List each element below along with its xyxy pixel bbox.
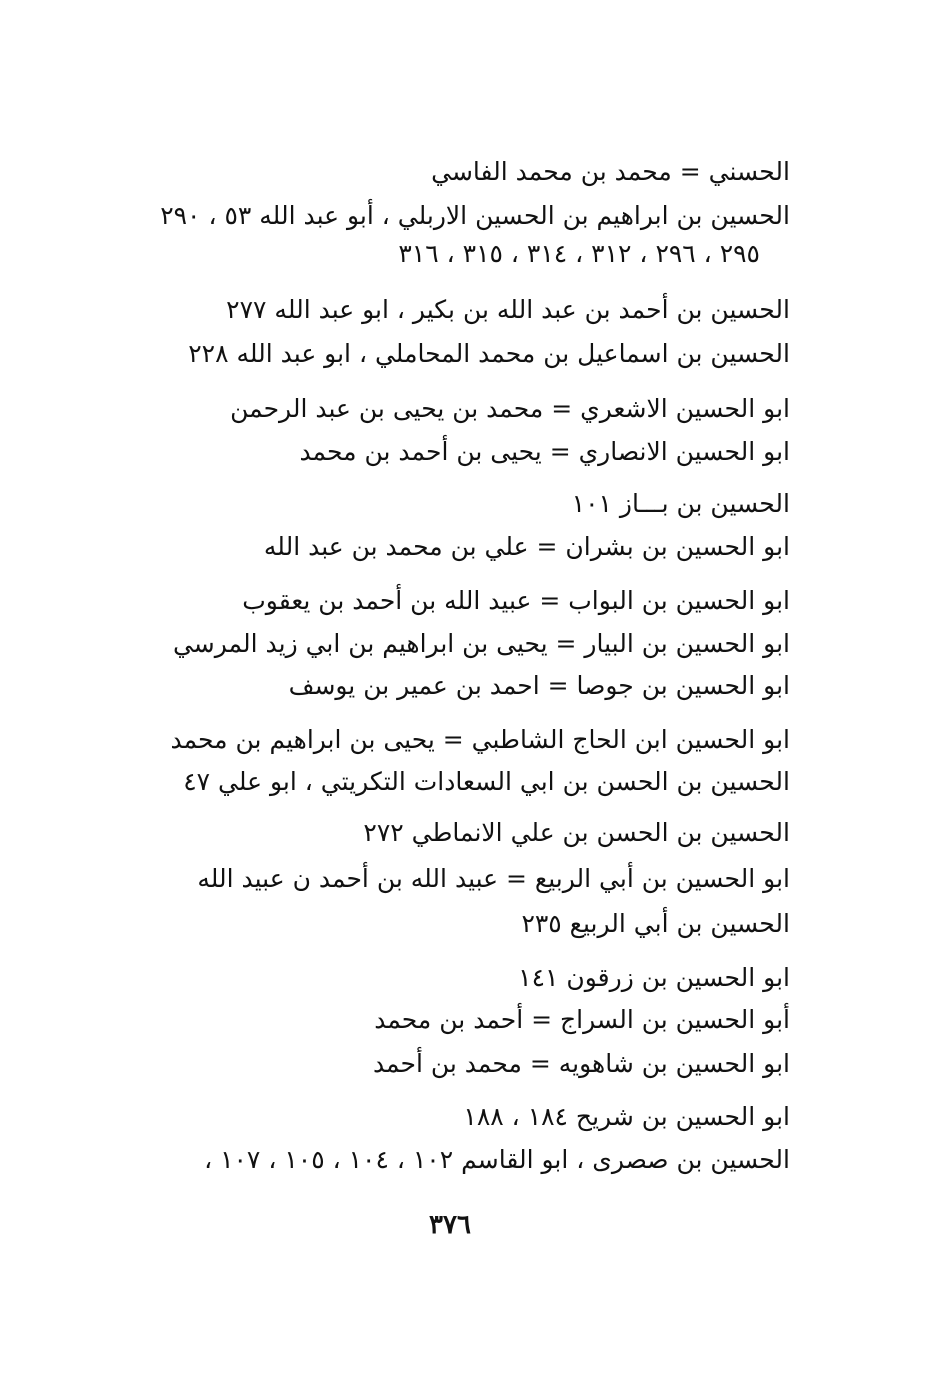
index-entry: الحسين بن اسماعيل بن محمد المحاملي ، ابو عبد الله ٢٢٨ (188, 339, 790, 368)
index-entry: ابو الحسين بن أبي الربيع = عبيد الله بن أحمد ن عبيد الله (197, 864, 790, 893)
index-entry: ابو الحسين بن زرقون ١٤١ (518, 963, 790, 992)
index-entry: ابو الحسين بن البيار = يحيى بن ابراهيم بن ابي زيد المرسي (172, 629, 790, 658)
index-entry: ابو الحسين بن جوصا = احمد بن عمير بن يوسف (288, 671, 790, 700)
index-entry: الحسين بن الحسن بن علي الانماطي ٢٧٢ (363, 818, 790, 847)
index-entry: ابو الحسين بن شريح ١٨٤ ، ١٨٨ (463, 1102, 790, 1131)
index-entry: ابو الحسين الانصاري = يحيى بن أحمد بن محمد (299, 437, 790, 466)
index-entry: الحسني = محمد بن محمد الفاسي (431, 157, 790, 186)
index-entry: ابو الحسين ابن الحاج الشاطبي = يحيى بن ابراهيم بن محمد (170, 725, 790, 754)
index-entry: أبو الحسين بن السراج = أحمد بن محمد (374, 1005, 790, 1034)
index-entry: ابو الحسين بن البواب = عبيد الله بن أحمد بن يعقوب (242, 586, 790, 615)
index-entry: الحسين بن الحسن بن ابي السعادات التكريتي ، ابو علي ٤٧ (183, 767, 790, 796)
index-entry: الحسين بن ابراهيم بن الحسين الاربلي ، أبو عبد الله ٥٣ ، ٢٩٠ (160, 201, 790, 230)
index-entry: الحسين بن صصرى ، ابو القاسم ١٠٢ ، ١٠٤ ، ١٠٥ ، ١٠٧ ، (204, 1145, 790, 1174)
index-entry: الحسين بن بـــاز ١٠١ (571, 489, 790, 518)
index-entry: ابو الحسين بن بشران = علي بن محمد بن عبد الله (263, 532, 790, 561)
index-entry: ابو الحسين الاشعري = محمد بن يحيى بن عبد الرحمن (230, 394, 790, 423)
index-entry: الحسين بن أبي الربيع ٢٣٥ (521, 909, 790, 938)
index-entry: الحسين بن أحمد بن عبد الله بن بكير ، ابو عبد الله ٢٧٧ (226, 295, 790, 324)
index-entry-continuation: ٢٩٥ ، ٢٩٦ ، ٣١٢ ، ٣١٤ ، ٣١٥ ، ٣١٦ (398, 239, 760, 268)
index-entry: ابو الحسين بن شاهويه = محمد بن أحمد (372, 1049, 790, 1078)
page-number: ٣٧٦ (429, 1210, 471, 1240)
